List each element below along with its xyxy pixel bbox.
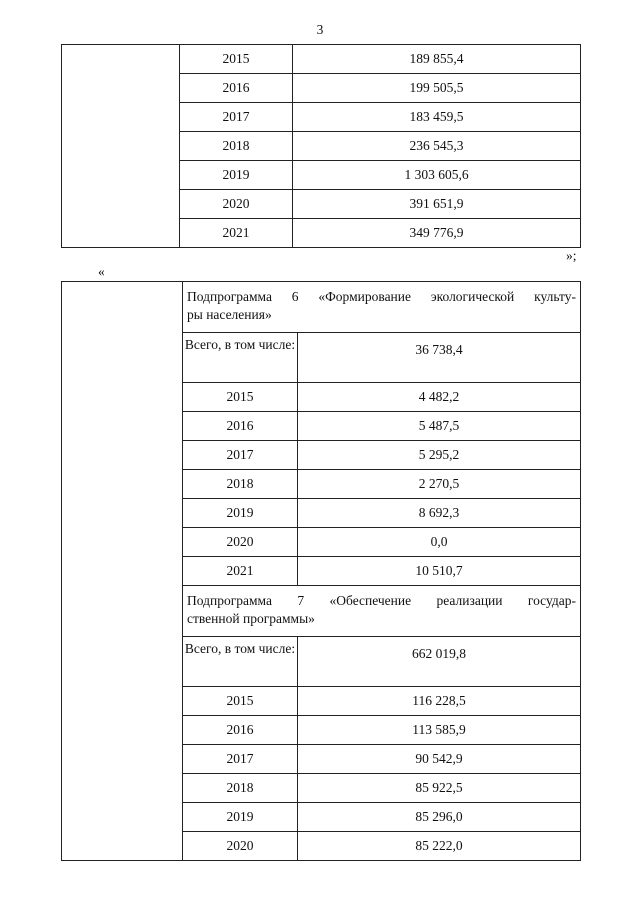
year-cell: 2015 <box>183 687 298 716</box>
funding-table-top <box>61 44 581 248</box>
amount-cell: 189 855,4 <box>293 45 581 74</box>
amount-cell: 5 295,2 <box>298 441 581 470</box>
year-cell: 2016 <box>183 716 298 745</box>
year-cell: 2015 <box>183 383 298 412</box>
year-cell: 2020 <box>180 190 293 219</box>
year-cell: 2018 <box>183 470 298 499</box>
amount-cell: 349 776,9 <box>293 219 581 248</box>
year-cell: 2018 <box>180 132 293 161</box>
year-cell: 2020 <box>183 528 298 557</box>
table-row <box>62 45 581 74</box>
total-label: Всего, в том числе: <box>183 637 298 687</box>
total-label: Всего, в том числе: <box>183 333 298 383</box>
amount-cell: 5 487,5 <box>298 412 581 441</box>
subprogram-title-line: Подпрограмма 6 «Формирование экологической культу- <box>187 289 576 304</box>
subprogram-7-title <box>183 586 581 637</box>
amount-cell: 236 545,3 <box>293 132 581 161</box>
amount-cell: 4 482,2 <box>298 383 581 412</box>
year-cell: 2017 <box>183 441 298 470</box>
year-cell: 2017 <box>183 745 298 774</box>
total-value: 36 738,4 <box>298 333 581 383</box>
closing-quote: »; <box>566 248 577 263</box>
amount-cell: 199 505,5 <box>293 74 581 103</box>
subprogram-title-line: ственной программы» <box>187 611 315 626</box>
subprogram-6-title <box>183 282 581 333</box>
year-cell: 2018 <box>183 774 298 803</box>
subprogram-heading-row <box>62 282 581 333</box>
amount-cell: 391 651,9 <box>293 190 581 219</box>
amount-cell: 8 692,3 <box>298 499 581 528</box>
empty-label-cell <box>62 45 180 248</box>
year-cell: 2019 <box>180 161 293 190</box>
amount-cell: 0,0 <box>298 528 581 557</box>
amount-cell: 85 296,0 <box>298 803 581 832</box>
year-cell: 2016 <box>183 412 298 441</box>
subprogram-title-line: Подпрограмма 7 «Обеспечение реализации государ- <box>187 593 576 608</box>
year-cell: 2015 <box>180 45 293 74</box>
page-number: 3 <box>316 22 324 37</box>
amount-cell: 85 222,0 <box>298 832 581 861</box>
amount-cell: 1 303 605,6 <box>293 161 581 190</box>
amount-cell: 183 459,5 <box>293 103 581 132</box>
year-cell: 2019 <box>183 803 298 832</box>
amount-cell: 85 922,5 <box>298 774 581 803</box>
opening-quote: « <box>98 264 105 279</box>
year-cell: 2016 <box>180 74 293 103</box>
subprogram-title-line: ры населения» <box>187 307 272 322</box>
year-cell: 2020 <box>183 832 298 861</box>
amount-cell: 90 542,9 <box>298 745 581 774</box>
year-cell: 2019 <box>183 499 298 528</box>
year-cell: 2017 <box>180 103 293 132</box>
empty-label-cell <box>62 282 183 861</box>
year-cell: 2021 <box>183 557 298 586</box>
amount-cell: 10 510,7 <box>298 557 581 586</box>
amount-cell: 113 585,9 <box>298 716 581 745</box>
amount-cell: 2 270,5 <box>298 470 581 499</box>
funding-table-bottom <box>61 281 581 861</box>
year-cell: 2021 <box>180 219 293 248</box>
total-value: 662 019,8 <box>298 637 581 687</box>
amount-cell: 116 228,5 <box>298 687 581 716</box>
